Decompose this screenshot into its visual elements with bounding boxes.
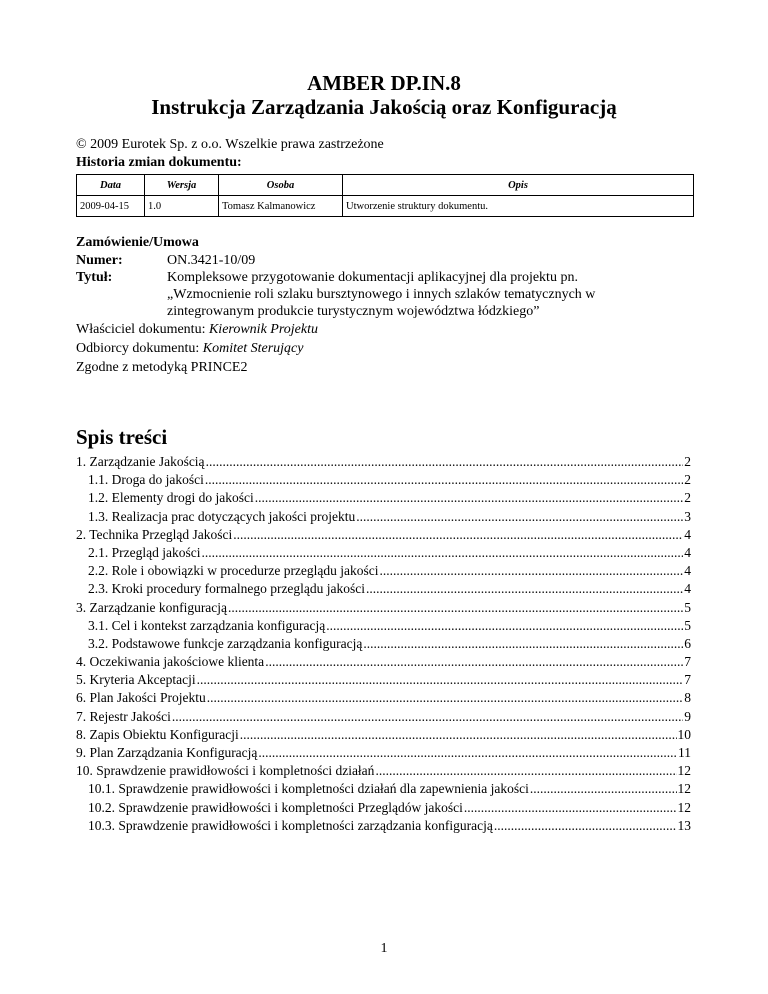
- toc-entry-page: 12: [677, 763, 691, 779]
- toc-entry-page: 11: [678, 745, 691, 760]
- document-title: AMBER DP.IN.8: [307, 71, 461, 95]
- toc-leader-dots: [265, 653, 683, 671]
- toc-entry-label: 2. Technika Przegląd Jakości: [76, 526, 233, 542]
- toc-entry-label: 3. Zarządzanie konfiguracją: [76, 599, 228, 615]
- toc-leader-dots: [240, 726, 677, 744]
- toc-heading: Spis treści: [76, 425, 168, 449]
- toc-entry-label: 4. Oczekiwania jakościowe klienta: [76, 654, 265, 670]
- owner-value: Kierownik Projektu: [208, 322, 318, 337]
- toc-entry-page: 4: [684, 581, 691, 597]
- toc-entry[interactable]: [76, 580, 691, 598]
- toc-leader-dots: [233, 526, 683, 544]
- toc-entry-label: 8. Zapis Obiektu Konfiguracji: [76, 726, 239, 742]
- toc-entry[interactable]: [76, 671, 691, 689]
- toc-leader-dots: [530, 780, 677, 798]
- toc-entry-page: 2: [684, 490, 691, 506]
- toc-leader-dots: [356, 508, 683, 526]
- toc-entry[interactable]: [76, 453, 691, 471]
- toc-leader-dots: [207, 689, 684, 707]
- history-col-date: Data: [77, 175, 145, 196]
- toc-entry-label: 3.2. Podstawowe funkcje zarządzania konfiguracją: [88, 635, 363, 651]
- history-col-description: Opis: [343, 175, 694, 196]
- toc-entry-page: 7: [684, 672, 691, 688]
- toc-leader-dots: [228, 599, 683, 617]
- toc-leader-dots: [366, 580, 683, 598]
- toc-entry-label: 9. Plan Zarządzania Konfiguracją: [76, 745, 258, 760]
- toc-entry[interactable]: [76, 617, 691, 635]
- page-number: 1: [380, 941, 388, 956]
- order-title-line: „Wzmocnienie roli szlaku bursztynowego i innych szlaków tematycznych w: [167, 287, 596, 302]
- toc-entry[interactable]: [76, 689, 691, 707]
- toc-entry[interactable]: [76, 780, 691, 798]
- toc-entry-page: 5: [684, 617, 691, 633]
- toc-entry-page: 2: [684, 472, 691, 488]
- recipients-value: Komitet Sterujący: [202, 341, 304, 356]
- toc-leader-dots: [464, 799, 677, 817]
- table-of-contents: [76, 453, 691, 835]
- toc-entry-page: 9: [684, 708, 691, 724]
- toc-entry[interactable]: [76, 489, 691, 507]
- toc-entry-label: 1. Zarządzanie Jakością: [76, 454, 205, 469]
- toc-entry-page: 7: [684, 654, 691, 670]
- toc-entry[interactable]: [76, 544, 691, 562]
- history-col-person: Osoba: [219, 175, 343, 196]
- document-recipients: [76, 340, 303, 357]
- toc-entry-page: 3: [684, 508, 691, 524]
- toc-entry-label: 2.1. Przegląd jakości: [88, 544, 201, 560]
- history-table: [76, 174, 694, 217]
- toc-entry-label: 2.3. Kroki procedury formalnego przeglądu jakości: [88, 581, 366, 597]
- history-cell-person: Tomasz Kalmanowicz: [219, 196, 343, 217]
- order-title-line: zintegrowanym produkcie turystycznym województwa łódzkiego”: [167, 304, 540, 319]
- toc-entry-label: 3.1. Cel i kontekst zarządzania konfiguracją: [88, 617, 326, 633]
- toc-leader-dots: [205, 471, 683, 489]
- history-cell-date: 2009-04-15: [77, 196, 145, 217]
- toc-leader-dots: [172, 708, 683, 726]
- toc-entry-label: 10. Sprawdzenie prawidłowości i kompletności działań: [76, 763, 375, 779]
- toc-entry-page: 8: [684, 690, 691, 706]
- toc-entry-label: 1.2. Elementy drogi do jakości: [88, 490, 254, 506]
- document-owner: [76, 321, 318, 338]
- document-subtitle: Instrukcja Zarządzania Jakością oraz Konfiguracją: [151, 95, 617, 119]
- toc-leader-dots: [375, 762, 676, 780]
- toc-leader-dots: [258, 744, 677, 762]
- toc-entry-label: 10.1. Sprawdzenie prawidłowości i kompletności działań dla zapewnienia jakości: [88, 781, 529, 797]
- toc-entry-page: 6: [684, 635, 691, 651]
- toc-entry-label: 5. Kryteria Akceptacji: [76, 672, 196, 688]
- toc-entry[interactable]: [76, 817, 691, 835]
- order-heading: Zamówienie/Umowa: [76, 235, 199, 250]
- toc-entry[interactable]: [76, 653, 691, 671]
- history-header-row: [77, 175, 694, 196]
- history-cell-description: Utworzenie struktury dokumentu.: [343, 196, 694, 217]
- toc-leader-dots: [380, 562, 684, 580]
- methodology-note: Zgodne z metodyką PRINCE2: [76, 360, 248, 375]
- toc-entry-page: 10: [677, 726, 691, 742]
- toc-entry-page: 13: [677, 817, 691, 833]
- toc-leader-dots: [201, 544, 683, 562]
- toc-leader-dots: [197, 671, 684, 689]
- toc-leader-dots: [255, 489, 684, 507]
- order-title-line: Kompleksowe przygotowanie dokumentacji aplikacyjnej dla projektu pn.: [167, 270, 578, 285]
- toc-entry[interactable]: [76, 726, 691, 744]
- toc-entry-page: 4: [684, 563, 691, 579]
- history-col-version: Wersja: [145, 175, 219, 196]
- toc-leader-dots: [494, 817, 677, 835]
- toc-entry[interactable]: [76, 708, 691, 726]
- toc-leader-dots: [363, 635, 683, 653]
- toc-entry[interactable]: [76, 635, 691, 653]
- toc-entry-page: 4: [684, 544, 691, 560]
- toc-entry-label: 10.2. Sprawdzenie prawidłowości i kompletności Przeglądów jakości: [88, 799, 463, 815]
- toc-entry[interactable]: [76, 799, 691, 817]
- copyright-text: © 2009 Eurotek Sp. z o.o. Wszelkie prawa zastrzeżone: [76, 137, 384, 152]
- history-cell-version: 1.0: [145, 196, 219, 217]
- order-number-label: Numer:: [76, 253, 123, 268]
- order-title-label: Tytuł:: [76, 270, 113, 285]
- owner-label: Właściciel dokumentu:: [76, 322, 206, 337]
- toc-entry-page: 12: [677, 799, 691, 815]
- toc-leader-dots: [326, 617, 683, 635]
- toc-entry[interactable]: [76, 599, 691, 617]
- toc-entry-page: 12: [677, 781, 691, 797]
- toc-entry-page: 5: [684, 599, 691, 615]
- toc-entry-label: 7. Rejestr Jakości: [76, 708, 171, 724]
- toc-entry[interactable]: [76, 762, 691, 780]
- toc-entry-label: 2.2. Role i obowiązki w procedurze przeglądu jakości: [88, 563, 379, 579]
- history-heading: Historia zmian dokumentu:: [76, 155, 242, 170]
- toc-entry[interactable]: [76, 508, 691, 526]
- toc-leader-dots: [206, 453, 684, 471]
- toc-entry-page: 4: [684, 526, 691, 542]
- table-row: [77, 196, 694, 217]
- toc-entry-label: 1.1. Droga do jakości: [88, 472, 204, 488]
- toc-entry[interactable]: [76, 471, 691, 489]
- recipients-label: Odbiorcy dokumentu:: [76, 341, 200, 356]
- order-number-value: ON.3421-10/09: [167, 253, 256, 268]
- toc-entry-label: 6. Plan Jakości Projektu: [76, 690, 206, 706]
- toc-entry[interactable]: [76, 744, 691, 762]
- toc-entry-page: 2: [684, 454, 691, 469]
- toc-entry[interactable]: [76, 562, 691, 580]
- toc-entry-label: 1.3. Realizacja prac dotyczących jakości projektu: [88, 508, 356, 524]
- toc-entry[interactable]: [76, 526, 691, 544]
- toc-entry-label: 10.3. Sprawdzenie prawidłowości i kompletności zarządzania konfiguracją: [88, 817, 493, 833]
